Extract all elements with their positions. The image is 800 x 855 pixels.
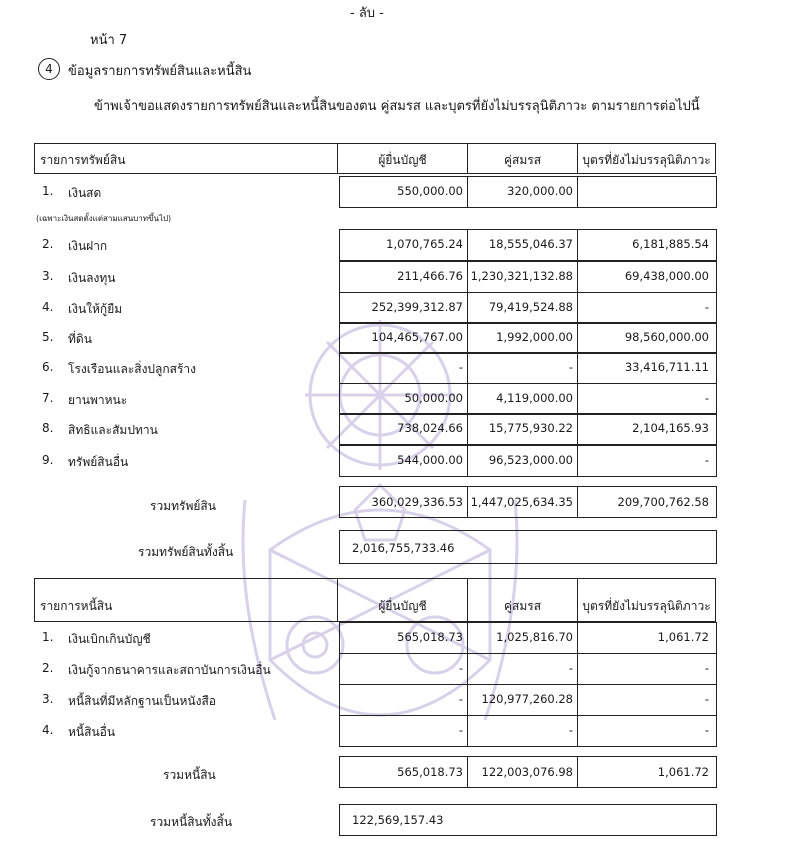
section-title: ข้อมูลรายการทรัพย์สินและหนี้สิน	[68, 64, 252, 79]
liability-row-number: 1.	[42, 630, 54, 644]
asset-row-number: 7.	[42, 391, 54, 405]
liability-row-filer-value: 565,018.73	[397, 630, 463, 644]
liability-row-number: 4.	[42, 723, 54, 737]
liability-row-label: เงินเบิกเกินบัญชี	[68, 632, 151, 646]
asset-row-child-value: -	[704, 391, 709, 405]
asset-row-spouse-value: 4,119,000.00	[496, 391, 573, 405]
asset-row-number: 5.	[42, 330, 54, 344]
liabilities-total-label: รวมหนี้สิน	[163, 768, 216, 782]
liabilities-header-child: บุตรที่ยังไม่บรรลุนิติภาวะ	[582, 599, 711, 613]
liability-row-child-value: -	[704, 661, 709, 675]
assets-header-spouse: คู่สมรส	[503, 153, 542, 167]
liability-row-spouse-value: -	[568, 661, 573, 675]
asset-row-spouse-value: 15,775,930.22	[488, 421, 573, 435]
liability-row-filer-value: -	[458, 723, 463, 737]
asset-row-number: 6.	[42, 360, 54, 374]
asset-row-child-value: 6,181,885.54	[632, 237, 709, 251]
assets-grand-total-value: 2,016,755,733.46	[352, 541, 455, 555]
asset-row-number: 1.	[42, 184, 54, 198]
assets-grand-total-label: รวมทรัพย์สินทั้งสิ้น	[138, 545, 234, 559]
asset-row-filer-value: 544,000.00	[397, 453, 463, 467]
asset-row-filer-value: 738,024.66	[397, 421, 463, 435]
liability-row-filer-value: -	[458, 692, 463, 706]
asset-row-number: 3.	[42, 269, 54, 283]
asset-row-filer-value: 1,070,765.24	[386, 237, 463, 251]
liability-row-number: 3.	[42, 692, 54, 706]
assets-total-spouse: 1,447,025,634.35	[470, 495, 573, 509]
asset-row-spouse-value: 1,230,321,132.88	[470, 269, 573, 283]
liability-row-child-value: -	[704, 723, 709, 737]
asset-row-spouse-value: 18,555,046.37	[488, 237, 573, 251]
assets-header-item: รายการทรัพย์สิน	[40, 153, 126, 167]
liabilities-total-filer: 565,018.73	[397, 765, 463, 779]
liability-row-label: หนี้สินอื่น	[68, 725, 116, 739]
asset-row-filer-value: 104,465,767.00	[371, 330, 463, 344]
section-number-badge: 4	[38, 58, 60, 80]
liabilities-header-filer: ผู้ยื่นบัญชี	[378, 599, 427, 613]
asset-row-label: โรงเรือนและสิ่งปลูกสร้าง	[68, 362, 197, 376]
asset-row-spouse-value: 1,992,000.00	[496, 330, 573, 344]
asset-row-filer-value: 211,466.76	[397, 269, 463, 283]
asset-row-spouse-value: 96,523,000.00	[488, 453, 573, 467]
assets-header-filer: ผู้ยื่นบัญชี	[378, 153, 427, 167]
asset-row-filer-value: 252,399,312.87	[371, 300, 463, 314]
liability-row-child-value: -	[704, 692, 709, 706]
asset-row-child-value: -	[704, 300, 709, 314]
asset-row-label: สิทธิและสัมปทาน	[68, 423, 158, 437]
asset-row-child-value: 2,104,165.93	[632, 421, 709, 435]
assets-total-child: 209,700,762.58	[617, 495, 709, 509]
liability-row-label: เงินกู้จากธนาคารและสถาบันการเงินอื่น	[68, 663, 271, 677]
intro-statement: ข้าพเจ้าขอแสดงรายการทรัพย์สินและหนี้สินของตน คู่สมรส และบุตรที่ยังไม่บรรลุนิติภาวะ ตามรายการต่อไปนี้	[94, 99, 700, 114]
liabilities-grand-total-label: รวมหนี้สินทั้งสิ้น	[150, 815, 233, 829]
page-number: หน้า 7	[90, 33, 128, 48]
asset-row-filer-value: 550,000.00	[397, 184, 463, 198]
liability-row-spouse-value: 1,025,816.70	[496, 630, 573, 644]
asset-row-child-value: 69,438,000.00	[624, 269, 709, 283]
asset-row-number: 8.	[42, 421, 54, 435]
liabilities-header-item: รายการหนี้สิน	[40, 599, 113, 613]
asset-row-label: ทรัพย์สินอื่น	[68, 455, 129, 469]
asset-row-label: เงินให้กู้ยืม	[68, 302, 123, 316]
liabilities-header-spouse: คู่สมรส	[503, 599, 542, 613]
asset-row-label: เงินลงทุน	[68, 271, 116, 285]
asset-row-number: 2.	[42, 237, 54, 251]
liability-row-spouse-value: 120,977,260.28	[481, 692, 573, 706]
assets-total-label: รวมทรัพย์สิน	[150, 499, 216, 513]
liabilities-total-spouse: 122,003,076.98	[481, 765, 573, 779]
asset-row-child-value: 98,560,000.00	[624, 330, 709, 344]
asset-row-label: เงินสด	[68, 186, 102, 200]
asset-row-child-value: 33,416,711.11	[624, 360, 709, 374]
cash-threshold-note: (เฉพาะเงินสดตั้งแต่สามแสนบาทขึ้นไป)	[36, 214, 172, 223]
asset-row-spouse-value: 79,419,524.88	[488, 300, 573, 314]
liabilities-total-child: 1,061.72	[657, 765, 709, 779]
asset-row-label: ยานพาหนะ	[68, 393, 128, 407]
asset-row-divider	[577, 176, 578, 208]
liability-row-number: 2.	[42, 661, 54, 675]
asset-row-filer-value: 50,000.00	[404, 391, 463, 405]
asset-row-spouse-value: -	[568, 360, 573, 374]
liabilities-grand-total-value: 122,569,157.43	[352, 813, 444, 827]
asset-row-label: เงินฝาก	[68, 239, 108, 253]
assets-header-child: บุตรที่ยังไม่บรรลุนิติภาวะ	[582, 153, 711, 167]
asset-row-filer-value: -	[458, 360, 463, 374]
liability-row-spouse-value: -	[568, 723, 573, 737]
asset-row-label: ที่ดิน	[68, 332, 92, 346]
liability-row-child-value: 1,061.72	[657, 630, 709, 644]
confidential-mark: - ลับ -	[350, 6, 384, 21]
asset-row-number: 4.	[42, 300, 54, 314]
assets-total-filer: 360,029,336.53	[371, 495, 463, 509]
asset-row-number: 9.	[42, 453, 54, 467]
asset-row-child-value: -	[704, 453, 709, 467]
liability-row-filer-value: -	[458, 661, 463, 675]
liability-row-label: หนี้สินที่มีหลักฐานเป็นหนังสือ	[68, 694, 216, 708]
asset-row-spouse-value: 320,000.00	[507, 184, 573, 198]
